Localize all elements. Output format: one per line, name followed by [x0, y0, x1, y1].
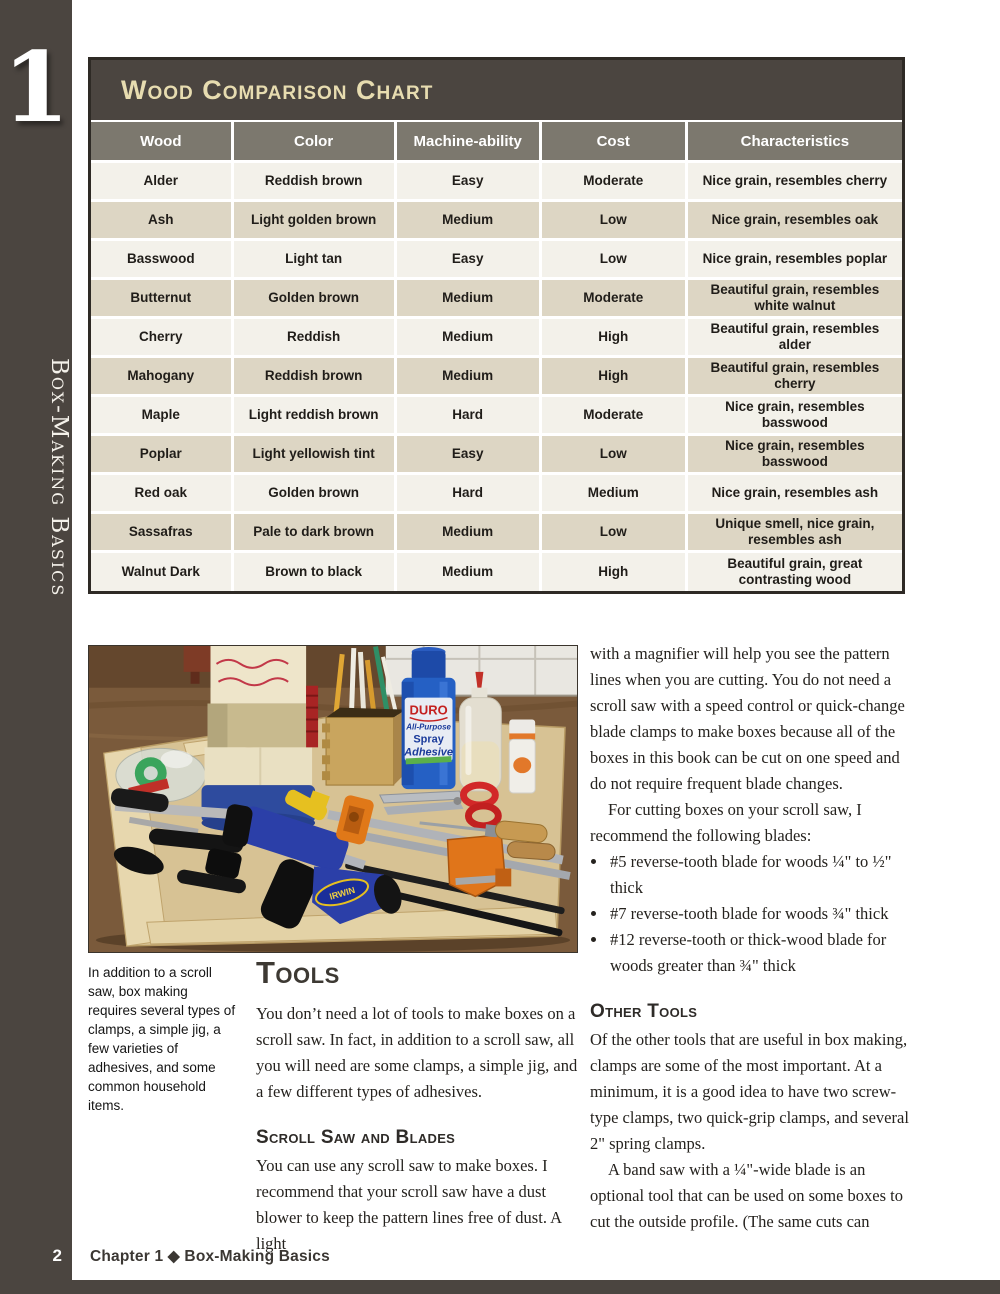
blade-list-item: • #7 reverse-tooth blade for woods ¾" thick — [608, 901, 910, 927]
table-row — [91, 396, 902, 435]
table-cell: Basswood — [91, 240, 232, 279]
table-cell: Nice grain, resembles poplar — [686, 240, 902, 279]
table-row — [91, 201, 902, 240]
spray-can-line2: Spray — [413, 733, 444, 746]
wood-table-body — [91, 162, 902, 591]
table-cell: Red oak — [91, 474, 232, 513]
chapter-title-vertical: Box-Making Basics — [46, 358, 72, 598]
table-cell: Hard — [395, 396, 540, 435]
table-cell: Cherry — [91, 318, 232, 357]
tools-heading: Tools — [256, 955, 340, 990]
table-cell: Mahogany — [91, 357, 232, 396]
footer-chapter-label: Chapter 1 ◆ Box-Making Basics — [90, 1248, 330, 1265]
table-row — [91, 552, 902, 591]
table-cell: Medium — [395, 552, 540, 591]
table-cell: Medium — [395, 318, 540, 357]
table-cell: Brown to black — [232, 552, 395, 591]
wood-table — [91, 120, 902, 591]
table-cell: Reddish brown — [232, 162, 395, 201]
table-cell: Beautiful grain, resembles cherry — [686, 357, 902, 396]
spray-can-brand: DURO — [409, 702, 448, 718]
table-row — [91, 240, 902, 279]
table-cell: Beautiful grain, resembles alder — [686, 318, 902, 357]
table-row — [91, 435, 902, 474]
other-tools-paragraph-1: Of the other tools that are useful in box making, clamps are some of the most important. At a minimum, it is a good idea to have two screw-type clamps, two quick-grip clamps, and several 2" spring clamps. — [590, 1030, 909, 1153]
table-cell: Medium — [540, 474, 686, 513]
table-row — [91, 162, 902, 201]
table-cell: Easy — [395, 162, 540, 201]
other-tools-paragraph-2: A band saw with a ¼"-wide blade is an optional tool that can be used on some boxes to cut the outside profile. (The same cuts can — [590, 1160, 903, 1231]
table-cell: Light golden brown — [232, 201, 395, 240]
column-header: Wood — [91, 121, 232, 162]
table-cell: Easy — [395, 240, 540, 279]
table-cell: Light yellowish tint — [232, 435, 395, 474]
table-cell: Maple — [91, 396, 232, 435]
table-cell: Light tan — [232, 240, 395, 279]
table-cell: Light reddish brown — [232, 396, 395, 435]
tools-photo — [88, 645, 578, 953]
chart-title: Wood Comparison Chart — [91, 60, 902, 120]
table-cell: Nice grain, resembles cherry — [686, 162, 902, 201]
table-cell: Alder — [91, 162, 232, 201]
tools-section — [256, 955, 582, 1257]
table-cell: Moderate — [540, 162, 686, 201]
right-paragraph-2: For cutting boxes on your scroll saw, I recommend the following blades: — [590, 800, 862, 845]
table-row — [91, 279, 902, 318]
table-cell: Medium — [395, 357, 540, 396]
table-cell: Moderate — [540, 279, 686, 318]
glue-stick — [509, 720, 535, 794]
table-cell: Low — [540, 240, 686, 279]
table-cell: Medium — [395, 513, 540, 552]
tools-photo-art — [89, 646, 577, 952]
table-header-row — [91, 121, 902, 162]
table-cell: Nice grain, resembles basswood — [686, 435, 902, 474]
column-header: Color — [232, 121, 395, 162]
spray-can-line1: All-Purpose — [406, 722, 451, 732]
table-cell: Nice grain, resembles basswood — [686, 396, 902, 435]
table-cell: Golden brown — [232, 279, 395, 318]
right-paragraph-1: with a magnifier will help you see the pattern lines when you are cutting. You do not need a scroll saw with a speed control or quick-change blade clamps to make boxes because all of the boxes in this book can be cut on one speed and do not require frequent blade changes. — [590, 644, 905, 793]
chapter-number: 1 — [2, 31, 70, 144]
table-cell: Beautiful grain, resembles white walnut — [686, 279, 902, 318]
table-row — [91, 318, 902, 357]
photo-caption: In addition to a scroll saw, box making requires several types of clamps, a simple jig, a few varieties of adhesives, and some common household items. — [88, 965, 236, 1113]
table-cell: Butternut — [91, 279, 232, 318]
table-cell: Low — [540, 201, 686, 240]
table-cell: Golden brown — [232, 474, 395, 513]
table-cell: Reddish brown — [232, 357, 395, 396]
clamp-brand-label: IRWIN — [328, 884, 357, 902]
page-number: 2 — [52, 1246, 62, 1265]
table-cell: Walnut Dark — [91, 552, 232, 591]
blade-list-item: • #12 reverse-tooth or thick-wood blade for woods greater than ¾" thick — [608, 927, 910, 979]
table-cell: Low — [540, 435, 686, 474]
table-cell: Nice grain, resembles ash — [686, 474, 902, 513]
column-header: Cost — [540, 121, 686, 162]
spray-can-line3: Adhesive — [404, 746, 453, 759]
table-cell: Medium — [395, 201, 540, 240]
scroll-saw-paragraph: You can use any scroll saw to make boxes. I recommend that your scroll saw have a dust blower to keep the pattern lines free of dust. A light — [256, 1156, 562, 1253]
blade-list-item: • #5 reverse-tooth blade for woods ¼" to ½" thick — [608, 849, 910, 901]
table-row — [91, 513, 902, 552]
column-header: Characteristics — [686, 121, 902, 162]
scroll-saw-heading: Scroll Saw and Blades — [256, 1127, 456, 1148]
table-cell: High — [540, 357, 686, 396]
bottom-bar — [0, 1280, 1000, 1294]
tools-paragraph: You don’t need a lot of tools to make boxes on a scroll saw. In fact, in addition to a scroll saw, all you will need are some clamps, a simple jig, and a few different types of adhesives. — [256, 1004, 578, 1101]
table-cell: Nice grain, resembles oak — [686, 201, 902, 240]
table-cell: Hard — [395, 474, 540, 513]
table-cell: Beautiful grain, great contrasting wood — [686, 552, 902, 591]
table-row — [91, 474, 902, 513]
table-row — [91, 357, 902, 396]
table-cell: Easy — [395, 435, 540, 474]
table-cell: High — [540, 552, 686, 591]
table-cell: Reddish — [232, 318, 395, 357]
other-tools-heading: Other Tools — [590, 1001, 698, 1022]
table-cell: Unique smell, nice grain, resembles ash — [686, 513, 902, 552]
table-cell: Sassafras — [91, 513, 232, 552]
table-cell: Ash — [91, 201, 232, 240]
blade-list — [590, 849, 910, 979]
table-cell: Poplar — [91, 435, 232, 474]
column-header: Machine-ability — [395, 121, 540, 162]
wood-comparison-chart — [88, 57, 905, 594]
table-cell: Pale to dark brown — [232, 513, 395, 552]
table-cell: Moderate — [540, 396, 686, 435]
table-cell: Medium — [395, 279, 540, 318]
right-column — [590, 641, 910, 1235]
table-cell: High — [540, 318, 686, 357]
table-cell: Low — [540, 513, 686, 552]
